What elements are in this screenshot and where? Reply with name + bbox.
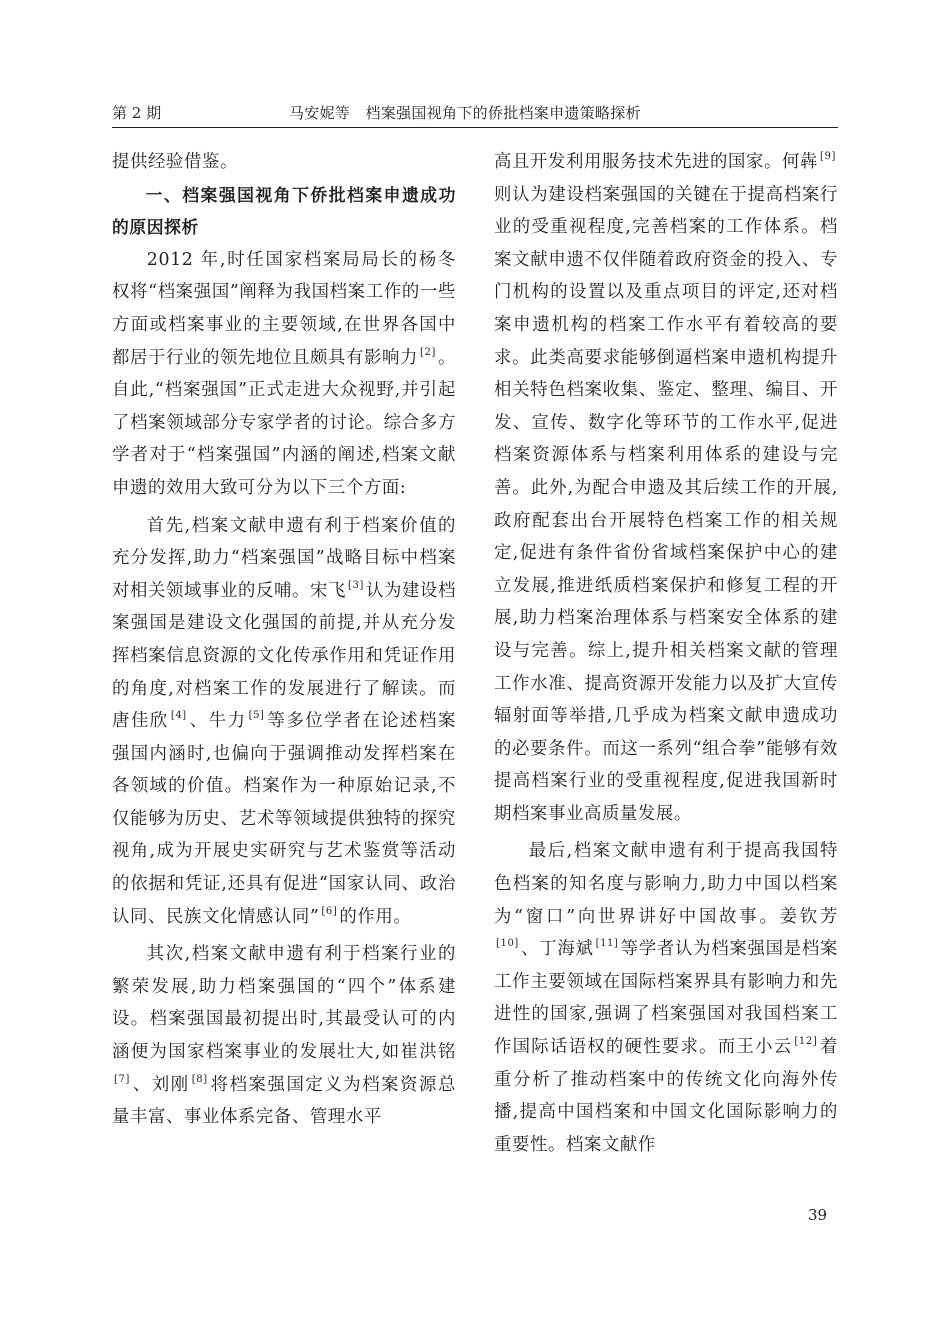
paragraph <box>112 938 456 1134</box>
citation: [12] <box>794 1036 818 1048</box>
text-run: 、刘刚 <box>131 1074 190 1095</box>
citation: [11] <box>595 938 619 950</box>
paragraph-continuation: 提供经验借鉴。 <box>112 152 238 172</box>
section-heading: 一、档案强国视角下侨批档案申遗成功的原因探析 <box>112 184 456 238</box>
text-run: 、丁海斌 <box>520 939 594 960</box>
paragraph <box>494 835 838 1161</box>
citation: [10] <box>496 938 519 950</box>
running-title: 马安妮等 档案强国视角下的侨批档案申遗策略探析 <box>289 104 641 122</box>
text-run: 、牛力 <box>188 711 247 732</box>
citation: [6] <box>321 905 338 917</box>
text-run: 认为建设档案强国是建设文化强国的前提,并从充分发挥档案信息资源的文化传承作用和凭证作用的角度,对档案工作的发展进行了解读。而唐佳欣 <box>112 580 456 732</box>
text-run: 等学者认为档案强国是档案工作主要领域在国际档案界具有影响力和先进性的国家,强调了档案强国对我国档案工作国际话语权的硬性要求。而王小云 <box>494 939 839 1058</box>
text-run: 其次,档案文献申遗有利于档案行业的繁荣发展,助力档案强国的“四个”体系建设。档案强国最初提出时,其最受认可的内涵便为国家档案事业的发展壮大,如崔洪铭 <box>112 944 456 1063</box>
citation: [2] <box>420 346 436 358</box>
issue-number: 第 2 期 <box>112 104 162 122</box>
paragraph <box>112 510 456 934</box>
text-run: 着重分析了推动档案中的传统文化向海外传播,提高中国档案和中国文化国际影响力的重要性。档案文献作 <box>494 1037 838 1155</box>
running-header <box>112 100 838 126</box>
text-run: 高且开发利用服务技术先进的国家。何犇 <box>494 152 819 172</box>
right-column <box>494 146 838 1161</box>
text-run: 将档案强国定义为档案资源总量丰富、事业体系完备、管理水平 <box>112 1074 456 1128</box>
text-run: 。自此,“档案强国”正式走进大众视野,并引起了档案领域部分专家学者的讨论。综合多方学者对于“档案强国”内涵的阐述,档案文献申遗的效用大致可分为以下三个方面: <box>112 347 457 498</box>
citation: [8] <box>191 1073 208 1085</box>
text-run: 则认为建设档案强国的关键在于提高档案行业的受重视程度,完善档案的工作体系。档案文献申遗不仅伴随着政府资金的投入、专门机构的设置以及重点项目的评定,还对档案申遗机构的档案工作水平有着较高的要求。此类高要求能够倒逼档案申遗机构提升相关特色档案收集、鉴定、整理、编目、开发、宣传、数字化等环节的工作水平,促进档案资源体系与档案利用体系的建设与完善。此外,为配合申遗及其后续工作的开展,政府配套出台开展特色档案工作的相关规定,促进有条件省份省域档案保护中心的建立发展,推进纸质档案保护和修复工程的开展,助力档案治理体系与档案安全体系的建设与完善。综上,提升相关档案文献的管理工作水准、提高资源开发能力以及扩大宣传辐射面等举措,几乎成为档案文献申遗成功的必要条件。而这一系列“组合拳”能够有效提高档案行业的受重视程度,促进我国新时期档案事业高质量发展。 <box>494 184 838 824</box>
page-number: 39 <box>808 1206 828 1224</box>
paragraph-continuation <box>494 146 838 830</box>
citation: [9] <box>820 151 836 162</box>
text-run: 的作用。 <box>339 906 412 927</box>
citation: [7] <box>114 1073 130 1085</box>
text-run: 2012 年,时任国家档案局局长的杨冬权将“档案强国”阐释为我国档案工作的一些方面或档案事业的主要领域,在世界各国中都居于行业的领先地位且颇具有影响力 <box>112 249 456 368</box>
text-run: 等多位学者在论述档案强国内涵时,也偏向于强调推动发挥档案在各领域的价值。档案作为一种原始记录,不仅能够为历史、艺术等领域提供独特的探究视角,成为开展史实研究与艺术鉴赏等活动的依据和凭证,还具有促进“国家认同、政治认同、民族文化情感认同” <box>112 711 456 927</box>
citation: [5] <box>248 710 265 722</box>
text-run: 首先,档案文献申遗有利于档案价值的充分发挥,助力“档案强国”战略目标中档案对相关领域事业的反哺。宋飞 <box>112 515 456 601</box>
paragraph <box>112 244 456 505</box>
left-column <box>112 146 456 1134</box>
citation: [4] <box>170 710 187 722</box>
text-run: 最后,档案文献申遗有利于提高我国特色档案的知名度与影响力,助力中国以档案为“窗口”向世界讲好中国故事。姜钦芳 <box>494 841 838 927</box>
header-rule <box>112 127 838 128</box>
citation: [3] <box>348 579 364 591</box>
